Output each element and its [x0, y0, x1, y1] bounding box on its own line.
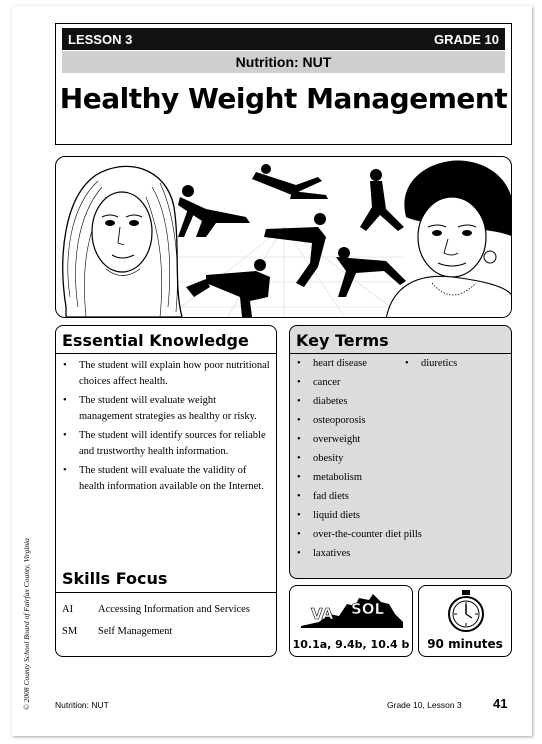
sol-standards-panel — [289, 585, 413, 657]
key-term: • obesity — [296, 451, 404, 470]
skill-code: AI — [62, 603, 74, 615]
lesson-number: LESSON 3 — [68, 31, 133, 47]
key-term: • osteoporosis — [296, 413, 404, 432]
skill-label: Self Management — [98, 625, 173, 637]
essential-knowledge-list — [62, 358, 270, 498]
stopwatch-icon — [447, 589, 485, 633]
copyright-notice: © 2008 County School Board of Fairfax County, Virginia — [22, 538, 31, 710]
exercise-illustration — [55, 156, 512, 318]
key-terms-panel — [289, 325, 512, 579]
essential-knowledge-heading: Essential Knowledge — [62, 331, 249, 350]
key-terms-divider — [290, 353, 511, 354]
key-terms-heading: Key Terms — [296, 331, 389, 350]
key-term: • diuretics — [404, 356, 504, 375]
list-item: • The student will evaluate weight management strategies as healthy or risky. — [62, 393, 270, 424]
sol-standards-text: 10.1a, 9.4b, 10.4 b — [292, 638, 410, 651]
woman-right-drawing — [386, 160, 512, 318]
key-term: • metabolism — [296, 470, 404, 489]
list-item: • The student will evaluate the validity of health information available on the Internet. — [62, 463, 270, 494]
key-term: • liquid diets — [296, 508, 404, 527]
key-term: • heart disease — [296, 356, 404, 375]
girl-left-drawing — [63, 166, 182, 317]
list-item: • The student will explain how poor nutritional choices affect health. — [62, 358, 270, 389]
key-term: • cancer — [296, 375, 404, 394]
va-logo-text: VA — [311, 605, 334, 623]
key-term: • fad diets — [296, 489, 404, 508]
virginia-sol-logo — [299, 592, 405, 632]
duration-label: 90 minutes — [427, 637, 503, 651]
skills-focus-heading: Skills Focus — [62, 569, 168, 588]
skills-focus-list — [62, 598, 272, 642]
grade-level: GRADE 10 — [433, 31, 499, 47]
skill-label: Accessing Information and Services — [98, 603, 250, 615]
lesson-header — [55, 23, 512, 145]
key-term: • over-the-counter diet pills — [296, 527, 404, 546]
key-term: • overweight — [296, 432, 404, 451]
list-item: • The student will identify sources for reliable and trustworthy health information. — [62, 428, 270, 459]
skill-row — [62, 598, 272, 620]
page-title: Healthy Weight Management — [59, 82, 508, 115]
topic-bar — [62, 51, 505, 73]
essential-knowledge-panel — [55, 325, 277, 657]
skill-row — [62, 620, 272, 642]
lesson-bar — [62, 28, 505, 50]
sol-logo-text: SOL — [351, 600, 385, 618]
key-term: • diabetes — [296, 394, 404, 413]
footer-lesson: Grade 10, Lesson 3 — [387, 700, 462, 710]
essential-knowledge-divider — [56, 353, 276, 354]
key-terms-column-1 — [296, 356, 422, 565]
footer-topic: Nutrition: NUT — [55, 700, 109, 710]
illustration-graphic — [56, 157, 512, 318]
topic-label: Nutrition: NUT — [235, 54, 332, 70]
skills-focus-divider — [56, 592, 276, 593]
exercise-silhouettes — [178, 164, 406, 317]
page-number: 41 — [493, 696, 508, 711]
key-terms-columns — [296, 356, 506, 565]
skill-code: SM — [62, 625, 78, 637]
duration-panel — [418, 585, 512, 657]
key-term: • laxatives — [296, 546, 404, 565]
